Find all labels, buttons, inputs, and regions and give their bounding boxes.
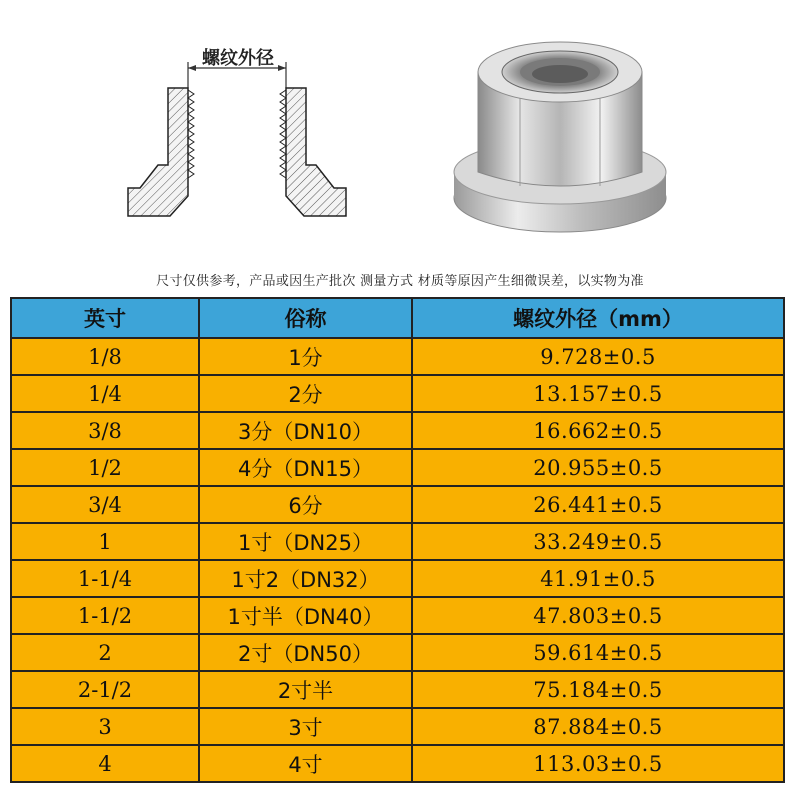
thread-diameter-label: 螺纹外径 bbox=[202, 48, 274, 69]
cell-thread-diameter: 59.614±0.5 bbox=[412, 634, 784, 671]
cell-inch: 1/4 bbox=[11, 375, 199, 412]
cell-inch: 4 bbox=[11, 745, 199, 782]
cell-common-name: 1寸（DN25） bbox=[199, 523, 412, 560]
table-row bbox=[11, 560, 784, 597]
cell-inch: 2 bbox=[11, 634, 199, 671]
cell-thread-diameter: 47.803±0.5 bbox=[412, 597, 784, 634]
cross-section-drawing bbox=[128, 62, 346, 216]
table-row bbox=[11, 745, 784, 782]
cell-thread-diameter: 113.03±0.5 bbox=[412, 745, 784, 782]
table-row bbox=[11, 671, 784, 708]
cell-inch: 1-1/2 bbox=[11, 597, 199, 634]
table-row bbox=[11, 708, 784, 745]
cell-thread-diameter: 16.662±0.5 bbox=[412, 412, 784, 449]
cell-thread-diameter: 41.91±0.5 bbox=[412, 560, 784, 597]
cell-inch: 3/8 bbox=[11, 412, 199, 449]
cell-common-name: 4寸 bbox=[199, 745, 412, 782]
cell-common-name: 2寸（DN50） bbox=[199, 634, 412, 671]
cell-thread-diameter: 33.249±0.5 bbox=[412, 523, 784, 560]
cell-common-name: 2寸半 bbox=[199, 671, 412, 708]
cell-common-name: 1分 bbox=[199, 338, 412, 375]
cell-inch: 1 bbox=[11, 523, 199, 560]
table-row bbox=[11, 634, 784, 671]
cell-inch: 3 bbox=[11, 708, 199, 745]
cell-thread-diameter: 75.184±0.5 bbox=[412, 671, 784, 708]
table-row bbox=[11, 597, 784, 634]
cell-inch: 1/2 bbox=[11, 449, 199, 486]
cell-thread-diameter: 9.728±0.5 bbox=[412, 338, 784, 375]
table-row bbox=[11, 338, 784, 375]
cell-inch: 1-1/4 bbox=[11, 560, 199, 597]
cell-common-name: 6分 bbox=[199, 486, 412, 523]
cell-common-name: 4分（DN15） bbox=[199, 449, 412, 486]
cell-thread-diameter: 87.884±0.5 bbox=[412, 708, 784, 745]
fitting-photo bbox=[454, 42, 666, 232]
cell-common-name: 3分（DN10） bbox=[199, 412, 412, 449]
header-common-name: 俗称 bbox=[199, 298, 412, 338]
header-inch: 英寸 bbox=[11, 298, 199, 338]
table-row bbox=[11, 523, 784, 560]
table-row bbox=[11, 486, 784, 523]
disclaimer-text: 尺寸仅供参考，产品或因生产批次 测量方式 材质等原因产生细微误差，以实物为准 bbox=[156, 274, 644, 289]
cell-thread-diameter: 26.441±0.5 bbox=[412, 486, 784, 523]
cell-thread-diameter: 13.157±0.5 bbox=[412, 375, 784, 412]
table-row bbox=[11, 375, 784, 412]
cell-common-name: 3寸 bbox=[199, 708, 412, 745]
cell-inch: 2-1/2 bbox=[11, 671, 199, 708]
cell-common-name: 1寸半（DN40） bbox=[199, 597, 412, 634]
cell-common-name: 2分 bbox=[199, 375, 412, 412]
cell-common-name: 1寸2（DN32） bbox=[199, 560, 412, 597]
cell-thread-diameter: 20.955±0.5 bbox=[412, 449, 784, 486]
size-spec-table bbox=[10, 297, 785, 783]
header-thread-diameter: 螺纹外径（mm） bbox=[412, 298, 784, 338]
cell-inch: 3/4 bbox=[11, 486, 199, 523]
table-row bbox=[11, 449, 784, 486]
table-row bbox=[11, 412, 784, 449]
table-header-row bbox=[11, 298, 784, 338]
product-illustration bbox=[0, 0, 800, 262]
cell-inch: 1/8 bbox=[11, 338, 199, 375]
diagram-svg bbox=[0, 0, 800, 262]
